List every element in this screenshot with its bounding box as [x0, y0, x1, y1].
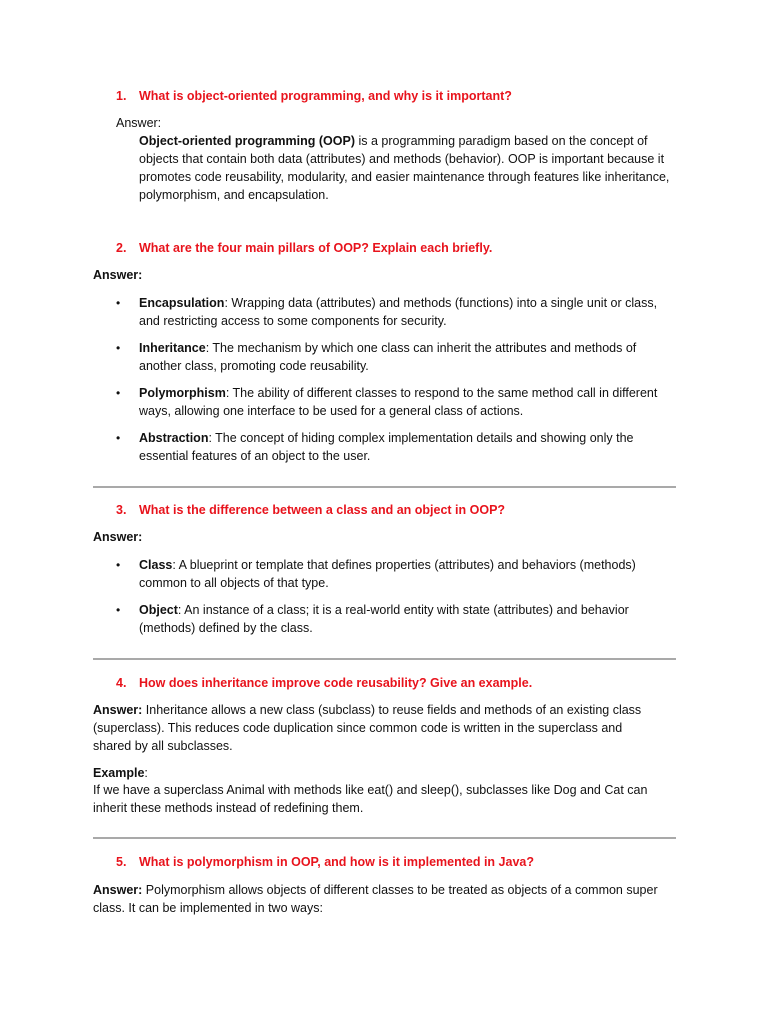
list-item [139, 339, 679, 375]
question-number: 3. [116, 503, 127, 517]
bullet-icon: • [116, 386, 121, 400]
question-3 [116, 501, 696, 519]
answer-5-body [93, 881, 658, 917]
section-divider [93, 658, 676, 660]
answer-text: Inheritance allows a new class (subclass) to reuse fields and methods of an existing class (superclass). This reduces code duplication since common code is written in the superclass and shared by all subclasses. [93, 703, 642, 753]
item-term: Object [139, 603, 178, 617]
example-label: Example [93, 766, 145, 780]
example-text: If we have a superclass Animal with methods like eat() and sleep(), subclasses like Dog and Cat can inherit these methods instead of redefining them. [93, 783, 648, 815]
bullet-icon: • [116, 296, 121, 310]
item-term: Inheritance [139, 341, 206, 355]
item-text: : The ability of different classes to respond to the same method call in different ways, allowing one interface to be used for a general class of actions. [139, 386, 658, 418]
section-divider [93, 837, 676, 839]
item-text: : Wrapping data (attributes) and methods (functions) into a single unit or class, and restricting access to some components for security. [139, 296, 658, 328]
answer-label: Answer: [93, 883, 143, 897]
item-text: : The concept of hiding complex implementation details and showing only the essential features of an object to the user. [139, 431, 634, 463]
item-term: Class [139, 558, 173, 572]
question-2 [116, 239, 696, 257]
question-text: What is object-oriented programming, and why is it important? [139, 89, 512, 103]
question-number: 1. [116, 89, 127, 103]
list-item [139, 429, 679, 465]
answer-label: Answer: [116, 116, 162, 130]
bullet-icon: • [116, 341, 121, 355]
example-colon: : [144, 766, 148, 780]
list-item [139, 601, 679, 637]
item-text: : A blueprint or template that defines properties (attributes) and behaviors (methods) common to all objects of that type. [139, 558, 636, 590]
question-5 [116, 853, 696, 871]
question-text: What are the four main pillars of OOP? Explain each briefly. [139, 241, 493, 255]
item-text: : An instance of a class; it is a real-world entity with state (attributes) and behavior (methods) defined by the class. [139, 603, 629, 635]
section-divider [93, 486, 676, 488]
list-item [139, 294, 679, 330]
question-text: How does inheritance improve code reusability? Give an example. [139, 676, 533, 690]
question-number: 4. [116, 676, 127, 690]
answer-term: Object-oriented programming (OOP) [139, 134, 355, 148]
question-number: 5. [116, 855, 127, 869]
list-item [139, 556, 679, 592]
answer-text: Polymorphism allows objects of different classes to be treated as objects of a common super class. It can be implemented in two ways: [93, 883, 658, 915]
item-text: : The mechanism by which one class can inherit the attributes and methods of another class, promoting code reusability. [139, 341, 637, 373]
answer-4-body [93, 701, 663, 755]
answer-label: Answer: [93, 530, 143, 544]
question-number: 2. [116, 241, 127, 255]
answer-text: is a programming paradigm based on the concept of objects that contain both data (attributes) and methods (behavior). OOP is important because it promotes code reusability, modularity, and easier maintenance through features like inheritance, polymorphism, and encapsulation. [139, 134, 670, 202]
bullet-icon: • [116, 558, 121, 572]
answer-label: Answer: [93, 703, 143, 717]
item-term: Abstraction [139, 431, 209, 445]
bullet-icon: • [116, 431, 121, 445]
item-term: Encapsulation [139, 296, 225, 310]
answer-label: Answer: [93, 268, 143, 282]
list-item [139, 384, 679, 420]
item-term: Polymorphism [139, 386, 226, 400]
answer-1-body [139, 132, 674, 204]
bullet-icon: • [116, 603, 121, 617]
example-heading [93, 764, 673, 782]
question-text: What is polymorphism in OOP, and how is it implemented in Java? [139, 855, 534, 869]
question-4 [116, 674, 696, 692]
question-text: What is the difference between a class and an object in OOP? [139, 503, 506, 517]
question-1 [116, 87, 696, 105]
